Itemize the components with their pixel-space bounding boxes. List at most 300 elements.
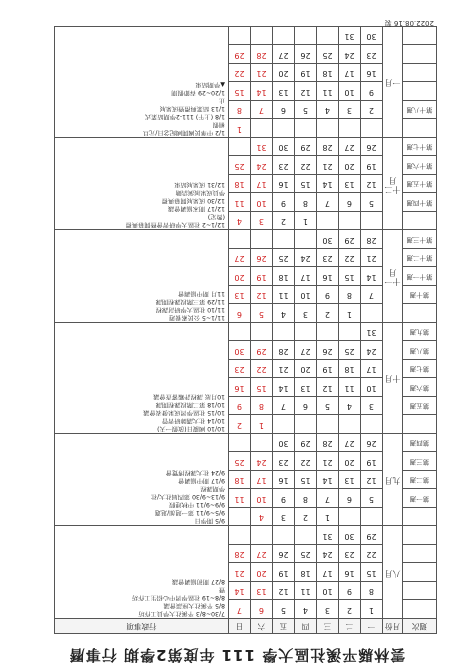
week-label	[403, 582, 437, 601]
day-cell: 11	[339, 378, 361, 397]
week-label: 第十七週	[403, 138, 437, 157]
day-cell: 31	[339, 27, 361, 46]
day-cell: 1	[295, 212, 317, 231]
day-cell: 2	[229, 415, 251, 434]
day-cell: 9	[273, 193, 295, 212]
day-cell: 1	[361, 600, 383, 619]
week-label: 第十一週	[403, 267, 437, 286]
day-cell: 10	[361, 378, 383, 397]
day-cell	[295, 27, 317, 46]
day-cell: 6	[273, 101, 295, 120]
day-cell	[251, 323, 273, 342]
day-cell: 3	[251, 212, 273, 231]
day-cell: 2	[361, 101, 383, 120]
week-label	[403, 600, 437, 619]
day-cell	[229, 508, 251, 527]
week-label	[403, 415, 437, 434]
day-cell	[295, 323, 317, 342]
day-cell: 27	[339, 138, 361, 157]
day-cell: 18	[317, 64, 339, 83]
day-cell: 23	[339, 545, 361, 564]
day-cell: 5	[361, 489, 383, 508]
day-cell	[229, 526, 251, 545]
day-cell	[251, 27, 273, 46]
event-line: 10/14 社大講師研習營	[161, 416, 225, 424]
week-label: 第十三週	[403, 230, 437, 249]
day-cell	[317, 27, 339, 46]
day-cell: 25	[229, 156, 251, 175]
week-label: 第十四週	[403, 193, 437, 212]
day-cell: 20	[229, 267, 251, 286]
event-line: 9/17 期中協調會	[178, 477, 225, 485]
day-cell: 17	[251, 175, 273, 194]
day-cell: 23	[273, 156, 295, 175]
event-line: 8/5 平溪社大座談會議	[163, 601, 225, 609]
event-line: 10/15 社區學習成果發表會議	[143, 408, 225, 416]
day-cell: 6	[339, 193, 361, 212]
day-cell: 7	[317, 193, 339, 212]
day-cell: 6	[339, 489, 361, 508]
week-label: 第十五週	[403, 175, 437, 194]
week-label: 第八週	[403, 341, 437, 360]
month-label: 一月	[383, 27, 403, 138]
event-line: 9/5~9/11 第一週加/退選	[154, 509, 225, 517]
events-cell	[55, 434, 229, 527]
day-cell: 11	[229, 489, 251, 508]
day-cell: 20	[339, 156, 361, 175]
day-cell	[273, 119, 295, 138]
day-cell: 24	[295, 249, 317, 268]
event-line: 12/1~2 社區大學研習會暨開幕典禮	[125, 221, 225, 229]
day-cell: 10	[339, 82, 361, 101]
events-cell	[55, 138, 229, 231]
day-cell: 22	[361, 545, 383, 564]
day-cell	[295, 415, 317, 434]
day-cell	[339, 212, 361, 231]
day-cell: 3	[273, 508, 295, 527]
day-cell: 3	[295, 304, 317, 323]
events-cell	[55, 230, 229, 323]
day-cell: 26	[295, 45, 317, 64]
header-day-tue: 二	[339, 619, 361, 634]
day-cell	[361, 415, 383, 434]
day-cell: 19	[251, 267, 273, 286]
day-cell: 14	[317, 471, 339, 490]
day-cell: 27	[273, 45, 295, 64]
day-cell	[229, 27, 251, 46]
day-cell: 30	[273, 138, 295, 157]
week-label	[403, 27, 437, 46]
events-cell	[55, 27, 229, 138]
header-day-wed: 三	[317, 619, 339, 634]
week-label: 第九週	[403, 323, 437, 342]
week-label	[403, 304, 437, 323]
day-cell: 21	[317, 156, 339, 175]
day-cell: 16	[273, 471, 295, 490]
day-cell	[339, 415, 361, 434]
header-day-sun: 日	[229, 619, 251, 634]
day-cell: 29	[295, 434, 317, 453]
day-cell	[317, 323, 339, 342]
month-label: 九月	[383, 434, 403, 527]
day-cell: 18	[273, 267, 295, 286]
event-line: 暨	[218, 585, 225, 593]
day-cell: 12	[273, 582, 295, 601]
day-cell: 18	[229, 471, 251, 490]
day-cell: 24	[317, 545, 339, 564]
day-cell: 24	[339, 45, 361, 64]
day-cell: 8	[361, 582, 383, 601]
events-cell	[55, 323, 229, 434]
week-row	[55, 600, 437, 619]
day-cell: 21	[251, 64, 273, 83]
day-cell: 7	[361, 286, 383, 305]
day-cell: 25	[273, 249, 295, 268]
day-cell: 24	[251, 452, 273, 471]
event-line: 10月底 課程評鑑審查會議	[153, 392, 225, 400]
calendar-table	[54, 26, 437, 634]
day-cell: 8	[229, 101, 251, 120]
day-cell	[361, 508, 383, 527]
day-cell: 17	[251, 471, 273, 490]
day-cell: 29	[339, 230, 361, 249]
day-cell: 7	[251, 101, 273, 120]
event-line: 止	[218, 96, 225, 104]
day-cell: 3	[339, 101, 361, 120]
day-cell: 13	[339, 471, 361, 490]
day-cell: 22	[229, 64, 251, 83]
day-cell: 29	[295, 138, 317, 157]
event-line: 10/10 國慶日(放假一天)	[157, 425, 225, 432]
day-cell: 20	[339, 452, 361, 471]
day-cell: 3	[317, 600, 339, 619]
header-day-sat: 六	[251, 619, 273, 634]
day-cell: 18	[295, 563, 317, 582]
day-cell: 1	[339, 304, 361, 323]
day-cell: 2	[317, 304, 339, 323]
day-cell: 2	[295, 508, 317, 527]
day-cell	[273, 415, 295, 434]
day-cell	[339, 119, 361, 138]
day-cell: 4	[229, 212, 251, 231]
day-cell: 14	[273, 378, 295, 397]
day-cell	[339, 508, 361, 527]
day-cell: 9	[273, 489, 295, 508]
week-label: 第十週	[403, 286, 437, 305]
day-cell: 21	[361, 249, 383, 268]
day-cell: 15	[229, 82, 251, 101]
month-label: 十月	[383, 323, 403, 434]
week-row	[55, 212, 437, 231]
day-cell: 22	[251, 360, 273, 379]
day-cell: 4	[251, 508, 273, 527]
week-label: 第五週	[403, 397, 437, 416]
day-cell: 8	[339, 286, 361, 305]
day-cell: 6	[295, 397, 317, 416]
week-label	[403, 119, 437, 138]
day-cell: 16	[339, 563, 361, 582]
week-label	[403, 545, 437, 564]
day-cell: 21	[273, 360, 295, 379]
day-cell: 11	[317, 82, 339, 101]
day-cell: 7	[273, 397, 295, 416]
day-cell: 25	[339, 341, 361, 360]
day-cell: 20	[295, 360, 317, 379]
week-label: 第十六週	[403, 156, 437, 175]
month-label: 十二月	[383, 138, 403, 231]
day-cell: 13	[295, 378, 317, 397]
event-line: 1/20~29 春節假期	[171, 88, 225, 96]
day-cell: 16	[361, 64, 383, 83]
day-cell: 16	[317, 267, 339, 286]
day-cell	[295, 526, 317, 545]
week-row	[55, 304, 437, 323]
day-cell: 4	[273, 304, 295, 323]
week-label	[403, 64, 437, 83]
day-cell	[251, 230, 273, 249]
day-cell: 6	[229, 304, 251, 323]
day-cell: 4	[295, 600, 317, 619]
day-cell	[251, 434, 273, 453]
day-cell: 19	[295, 64, 317, 83]
week-label: 第二週	[403, 471, 437, 490]
day-cell: 28	[361, 230, 383, 249]
month-label: 八月	[383, 526, 403, 619]
day-cell: 27	[339, 434, 361, 453]
day-cell: 28	[273, 341, 295, 360]
event-line: 8/8~19 社區學習中心招生工作坊	[131, 593, 225, 601]
day-cell: 23	[361, 45, 383, 64]
day-cell	[229, 230, 251, 249]
day-cell: 15	[295, 175, 317, 194]
event-line: 11/10 社區大學研討課程	[155, 305, 225, 313]
event-line: 10/18 第二階段課程開課	[155, 400, 225, 408]
day-cell: 20	[273, 64, 295, 83]
day-cell: 15	[295, 471, 317, 490]
day-cell: 17	[295, 267, 317, 286]
week-label	[403, 45, 437, 64]
day-cell: 9	[317, 286, 339, 305]
event-line: 9/5 開學日	[194, 517, 225, 525]
day-cell: 5	[295, 101, 317, 120]
day-cell: 9	[229, 397, 251, 416]
week-row	[55, 508, 437, 527]
day-cell: 12	[317, 378, 339, 397]
day-cell: 11	[273, 286, 295, 305]
day-cell: 5	[273, 600, 295, 619]
day-cell: 11	[229, 193, 251, 212]
event-line: 12/31 成果展結束	[174, 181, 225, 189]
day-cell	[229, 138, 251, 157]
day-cell: 8	[295, 193, 317, 212]
day-cell: 15	[339, 267, 361, 286]
day-cell: 23	[229, 360, 251, 379]
event-line: 12/17 期末協調會議	[168, 205, 225, 213]
event-line: 12/30 成果展開幕典禮	[161, 197, 225, 205]
week-row	[55, 415, 437, 434]
day-cell: 7	[317, 489, 339, 508]
day-cell: 28	[317, 138, 339, 157]
day-cell: 2	[339, 600, 361, 619]
event-line: (暫定)	[207, 213, 225, 221]
week-label: 第十八週	[403, 101, 437, 120]
event-line: ▲學期結束	[195, 80, 225, 88]
week-label: 第七週	[403, 360, 437, 379]
header-day-mon: 一	[361, 619, 383, 634]
day-cell: 5	[317, 397, 339, 416]
page-title: 雲林縣平溪社區大學 111 年度第2學期 行事曆	[68, 646, 406, 664]
day-cell: 22	[295, 156, 317, 175]
week-label: 第三週	[403, 452, 437, 471]
day-cell: 27	[295, 341, 317, 360]
day-cell: 28	[251, 45, 273, 64]
day-cell: 26	[361, 138, 383, 157]
day-cell: 4	[317, 101, 339, 120]
day-cell	[251, 526, 273, 545]
day-cell: 14	[361, 267, 383, 286]
day-cell: 12	[251, 286, 273, 305]
day-cell	[361, 304, 383, 323]
day-cell	[317, 415, 339, 434]
day-cell: 9	[339, 582, 361, 601]
day-cell: 26	[361, 434, 383, 453]
day-cell: 11	[295, 582, 317, 601]
day-cell: 12	[361, 471, 383, 490]
day-cell: 14	[317, 175, 339, 194]
event-line: 9/24 社大課程博覽會	[165, 469, 225, 477]
day-cell: 24	[361, 341, 383, 360]
day-cell: 12	[295, 82, 317, 101]
event-line: 1/2 中華民國開國紀念日/元旦	[142, 129, 225, 136]
event-line: 9/9~9/11 中秋連假	[169, 501, 225, 509]
event-line: 學員成果展演活動	[175, 189, 225, 197]
day-cell: 8	[295, 489, 317, 508]
header-month: 月份	[383, 619, 403, 634]
day-cell: 1	[317, 508, 339, 527]
events-cell	[55, 526, 229, 619]
event-line: 11/29 第三階段課程開課	[155, 297, 225, 305]
day-cell: 18	[339, 360, 361, 379]
week-label	[403, 82, 437, 101]
week-label	[403, 563, 437, 582]
day-cell: 22	[339, 249, 361, 268]
day-cell: 5	[251, 304, 273, 323]
month-label: 十一月	[383, 230, 403, 323]
day-cell	[339, 323, 361, 342]
day-cell: 30	[339, 526, 361, 545]
day-cell: 17	[317, 563, 339, 582]
day-cell: 2	[273, 212, 295, 231]
day-cell: 13	[273, 82, 295, 101]
day-cell: 9	[361, 82, 383, 101]
footer-date: 2022.08.16 製	[384, 19, 434, 27]
day-cell: 14	[229, 582, 251, 601]
week-label: 第六週	[403, 378, 437, 397]
day-cell: 4	[339, 397, 361, 416]
event-line: 11/1~5 公民素養週	[169, 314, 225, 321]
header-row	[55, 619, 437, 634]
day-cell: 31	[317, 526, 339, 545]
day-cell	[251, 119, 273, 138]
day-cell: 8	[251, 397, 273, 416]
day-cell: 28	[229, 545, 251, 564]
calendar-body	[55, 27, 437, 619]
week-row	[55, 119, 437, 138]
day-cell: 17	[361, 360, 383, 379]
header-day-thu: 四	[295, 619, 317, 634]
day-cell: 29	[229, 45, 251, 64]
week-label: 第一週	[403, 489, 437, 508]
week-label	[403, 526, 437, 545]
day-cell: 17	[339, 64, 361, 83]
day-cell: 14	[251, 82, 273, 101]
event-line: 11月 期中協調會	[178, 289, 225, 297]
event-line: 7/30~8/3 平溪社大學員工作坊	[138, 610, 225, 617]
day-cell: 23	[317, 249, 339, 268]
day-cell: 19	[361, 452, 383, 471]
day-cell	[317, 212, 339, 231]
day-cell	[273, 27, 295, 46]
day-cell: 10	[295, 286, 317, 305]
day-cell: 26	[273, 545, 295, 564]
week-label	[403, 508, 437, 527]
day-cell: 26	[317, 341, 339, 360]
event-line: 9/13~9/30 第四屆社大/社	[150, 493, 225, 501]
day-cell: 5	[361, 193, 383, 212]
event-line: 1/8 (上午) 111-2學期結業式	[144, 112, 225, 120]
day-cell: 7	[229, 600, 251, 619]
event-line: 學期課程	[200, 485, 225, 493]
day-cell: 30	[229, 341, 251, 360]
day-cell: 24	[251, 156, 273, 175]
day-cell	[273, 323, 295, 342]
day-cell	[361, 119, 383, 138]
header-events: 行政事項	[55, 619, 229, 634]
day-cell	[317, 119, 339, 138]
day-cell: 25	[317, 45, 339, 64]
day-cell: 27	[251, 545, 273, 564]
day-cell: 15	[251, 378, 273, 397]
day-cell: 19	[273, 563, 295, 582]
day-cell: 29	[361, 526, 383, 545]
week-label: 第四週	[403, 434, 437, 453]
day-cell: 21	[229, 563, 251, 582]
day-cell: 28	[317, 434, 339, 453]
day-cell: 3	[361, 397, 383, 416]
header-day-fri: 五	[273, 619, 295, 634]
week-label	[403, 212, 437, 231]
day-cell: 19	[361, 156, 383, 175]
day-cell: 31	[361, 323, 383, 342]
day-cell: 12	[361, 175, 383, 194]
day-cell: 13	[251, 582, 273, 601]
day-cell: 25	[295, 545, 317, 564]
day-cell: 27	[229, 249, 251, 268]
day-cell: 21	[317, 452, 339, 471]
day-cell: 13	[229, 286, 251, 305]
day-cell: 30	[361, 27, 383, 46]
day-cell	[273, 526, 295, 545]
header-term: 週次	[403, 619, 437, 634]
day-cell: 10	[251, 489, 273, 508]
event-line: 8/27 期初協調會議	[172, 577, 225, 585]
day-cell: 15	[361, 563, 383, 582]
day-cell: 25	[229, 452, 251, 471]
day-cell: 10	[251, 193, 273, 212]
day-cell: 16	[273, 175, 295, 194]
day-cell: 31	[251, 138, 273, 157]
day-cell: 18	[229, 175, 251, 194]
